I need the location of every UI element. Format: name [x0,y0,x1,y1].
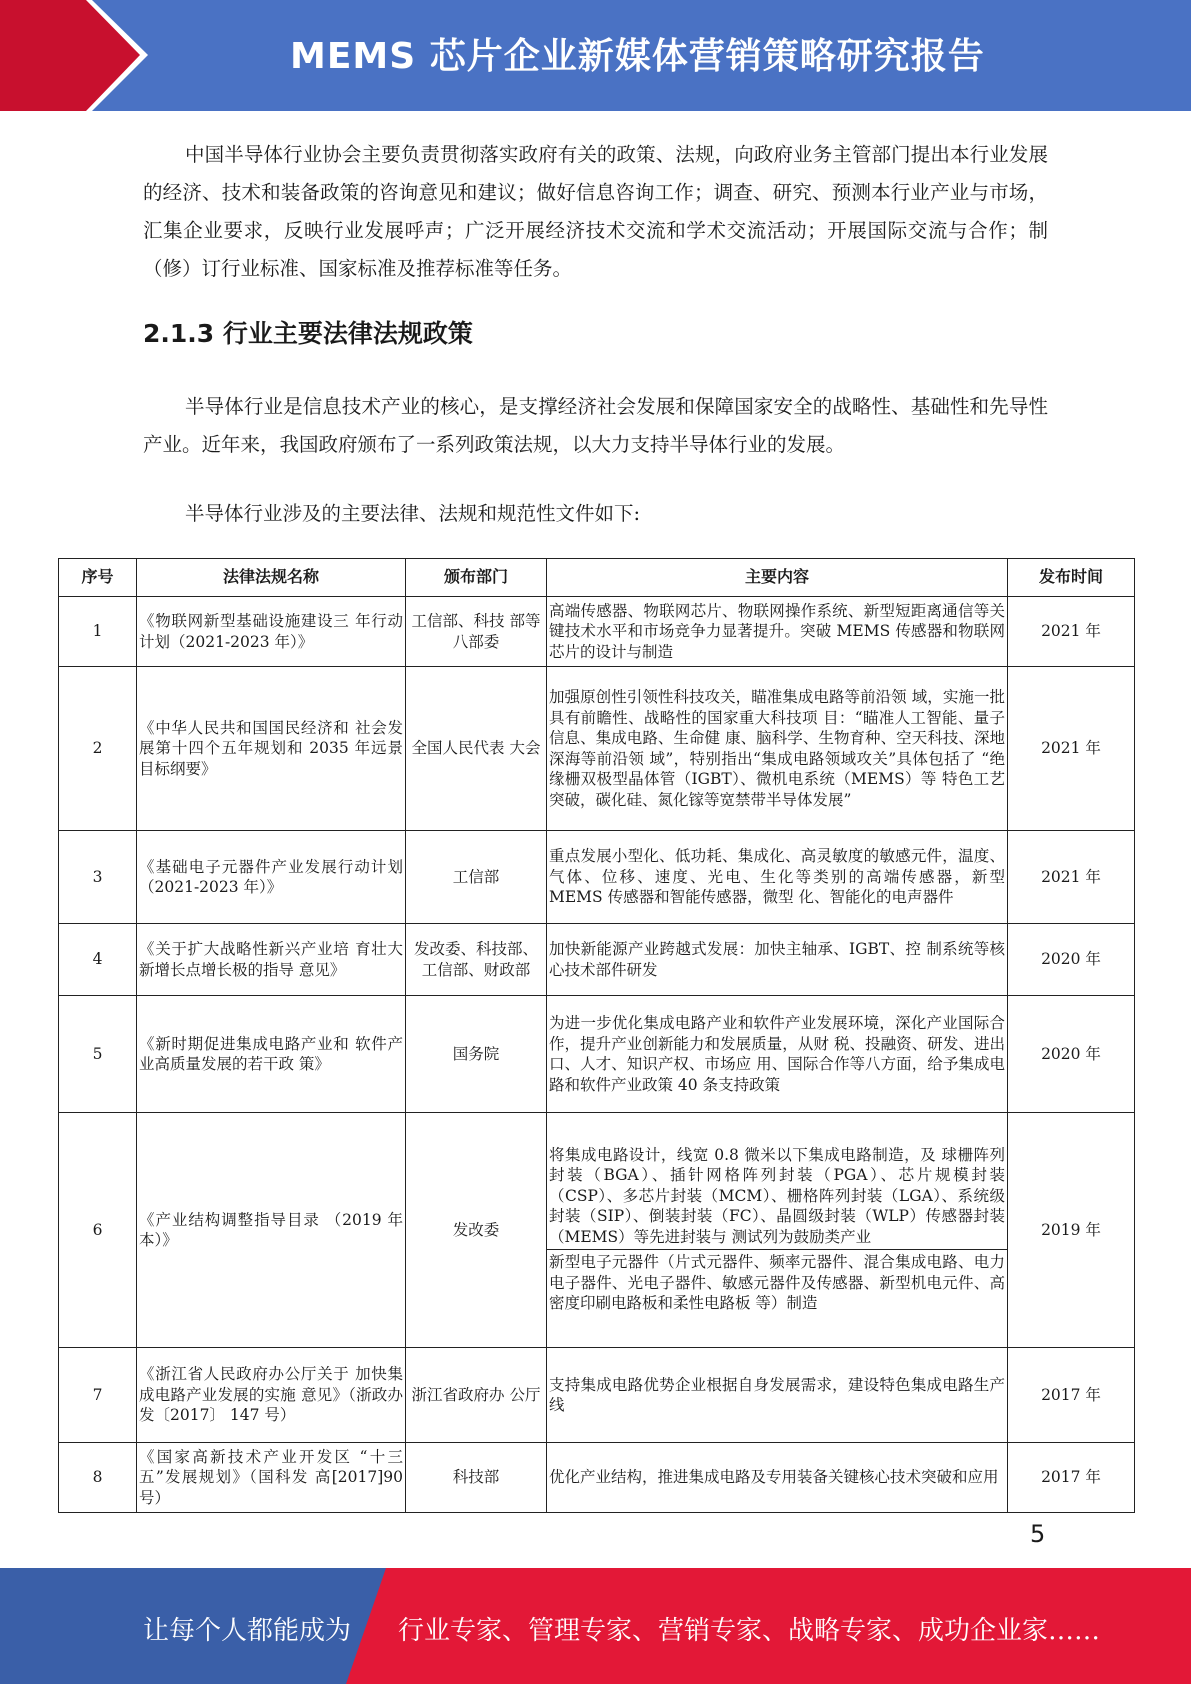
issuing-department: 全国人民代表 大会 [406,667,547,831]
law-name: 《基础电子元器件产业发展行动计划（2021-2023 年）》 [137,831,406,924]
law-name: 《新时期促进集成电路产业和 软件产业高质量发展的若干政 策》 [137,996,406,1113]
issuing-department: 工信部、科技 部等八部委 [406,597,547,667]
content-text: 优化产业结构，推进集成电路及专用装备关键核心技术突破和应用 [549,1468,999,1487]
policy-intro-paragraph: 半导体行业是信息技术产业的核心，是支撑经济社会发展和保障国家安全的战略性、基础性和先导性产业。近年来，我国政府颁布了一系列政策法规，以大力支持半导体行业的发展。 [143,395,1048,456]
publish-date: 2020 年 [1008,924,1135,996]
content-text: 加强原创性引领性科技攻关，瞄准集成电路等前沿领 域，实施一批具有前瞻性、战略性的国家重大科技项 目：“瞄准人工智能、量子信息、集成电路、生命健 康、脑科学、生物育种、空天科技、深地深海等前沿领 域”，特别指出“集成电路领域攻关”具体包括了 “绝 缘栅双极型晶体管（IGBT）、微机电系统（MEMS）等 特色工艺突破，碳化硅、氮化镓等宽禁带半导体发展” [549,688,1005,809]
row-number: 1 [59,597,137,667]
main-content [547,667,1008,831]
content-text: 将集成电路设计，线宽 0.8 微米以下集成电路制造，及 球栅阵列封装（BGA）、插针网格阵列封装（PGA）、芯片规模封装（CSP）、多芯片封装（MCM）、栅格阵列封装（LGA）、系统级封装（SIP）、倒装封装（FC）、晶圆级封装（WLP）传感器封装（MEMS）等先进封装与 测试列为鼓励类产业 [547,1145,1007,1251]
issuing-department: 发改委、科技部、工信部、财政部 [406,924,547,996]
row-number: 7 [59,1348,137,1443]
table-row [59,667,1135,831]
row-number: 2 [59,667,137,831]
header-date: 发布时间 [1008,559,1135,597]
issuing-department: 发改委 [406,1113,547,1348]
issuing-department: 浙江省政府办 公厅 [406,1348,547,1443]
publish-date: 2021 年 [1008,667,1135,831]
row-number: 4 [59,924,137,996]
header-banner [0,0,1191,111]
issuing-department: 工信部 [406,831,547,924]
issuing-department: 科技部 [406,1443,547,1513]
row-number: 5 [59,996,137,1113]
content-text: 新型电子元器件（片式元器件、频率元器件、混合集成电路、电力电子器件、光电子器件、敏感元器件及传感器、新型机电元件、高密度印刷电路板和柔性电路板 等）制造 [549,1253,1005,1312]
publish-date: 2021 年 [1008,831,1135,924]
main-content [547,1443,1008,1513]
table-header-row [59,559,1135,597]
header-name: 法律法规名称 [137,559,406,597]
table-row [59,1113,1135,1348]
row-number: 3 [59,831,137,924]
intro-paragraph: 中国半导体行业协会主要负责贯彻落实政府有关的政策、法规，向政府业务主管部门提出本行业发展的经济、技术和装备政策的咨询意见和建议；做好信息咨询工作；调查、研究、预测本行业产业与市场，汇集企业要求，反映行业发展呼声；广泛开展经济技术交流和学术交流活动；开展国际交流与合作；制（修）订行业标准、国家标准及推荐标准等任务。 [143,143,1048,280]
content-text: 为进一步优化集成电路产业和软件产业发展环境，深化产业国际合作，提升产业创新能力和发展质量，从财 税、投融资、研发、进出口、人才、知识产权、市场应 用、国际合作等八方面，给予集成电路和软件产业政策 40 条支持政策 [549,1014,1005,1094]
main-content [547,1348,1008,1443]
publish-date: 2021 年 [1008,597,1135,667]
row-number: 6 [59,1113,137,1348]
main-content [547,597,1008,667]
law-name: 《中华人民共和国国民经济和 社会发展第十四个五年规划和 2035 年远景目标纲要》 [137,667,406,831]
footer-lead-text: 让每个人都能成为 [143,1616,352,1646]
law-name: 《浙江省人民政府办公厅关于 加快集成电路产业发展的实施 意见》（浙政办发〔2017〕 147 号） [137,1348,406,1443]
main-content [547,831,1008,924]
table-row [59,1443,1135,1513]
footer-banner [0,1568,1191,1684]
law-name: 《关于扩大战略性新兴产业培 育壮大新增长点增长极的指导 意见》 [137,924,406,996]
page-number: 5 [1030,1520,1046,1548]
main-content [547,996,1008,1113]
laws-table [58,558,1135,1513]
table-row [59,831,1135,924]
content-text: 加快新能源产业跨越式发展：加快主轴承、IGBT、控 制系统等核心技术部件研发 [549,940,1005,979]
table-row [59,996,1135,1113]
law-name: 《国家高新技术产业开发区 “十三五”发展规划》（国科发 高[2017]90 号） [137,1443,406,1513]
laws-table-body [59,597,1135,1513]
header-dept: 颁布部门 [406,559,547,597]
table-row [59,924,1135,996]
main-content [547,1113,1008,1348]
law-name: 《产业结构调整指导目录 （2019 年本）》 [137,1113,406,1348]
content-text: 高端传感器、物联网芯片、物联网操作系统、新型短距离通信等关键技术水平和市场竞争力显著提升。突破 MEMS 传感器和物联网芯片的设计与制造 [549,601,1005,661]
main-content [547,924,1008,996]
publish-date: 2017 年 [1008,1348,1135,1443]
section-heading: 2.1.3 行业主要法律法规政策 [143,319,473,348]
table-intro-paragraph: 半导体行业涉及的主要法律、法规和规范性文件如下: [185,502,641,525]
content-text: 支持集成电路优势企业根据自身发展需求，建设特色集成电路生产线 [549,1375,1005,1414]
row-number: 8 [59,1443,137,1513]
content-text: 重点发展小型化、低功耗、集成化、高灵敏度的敏感元件，温度、气体、位移、速度、光电、生化等类别的高端传感器，新型 MEMS 传感器和智能传感器，微型 化、智能化的电声器件 [549,847,1005,907]
publish-date: 2017 年 [1008,1443,1135,1513]
law-name: 《物联网新型基础设施建设三 年行动计划（2021-2023 年）》 [137,597,406,667]
header-no: 序号 [59,559,137,597]
publish-date: 2020 年 [1008,996,1135,1113]
table-row [59,1348,1135,1443]
issuing-department: 国务院 [406,996,547,1113]
table-row [59,597,1135,667]
header-content: 主要内容 [547,559,1008,597]
report-title: MEMS 芯片企业新媒体营销策略研究报告 [290,36,985,77]
publish-date: 2019 年 [1008,1113,1135,1348]
footer-slogan-text: 行业专家、管理专家、营销专家、战略专家、成功企业家…… [398,1616,1101,1646]
